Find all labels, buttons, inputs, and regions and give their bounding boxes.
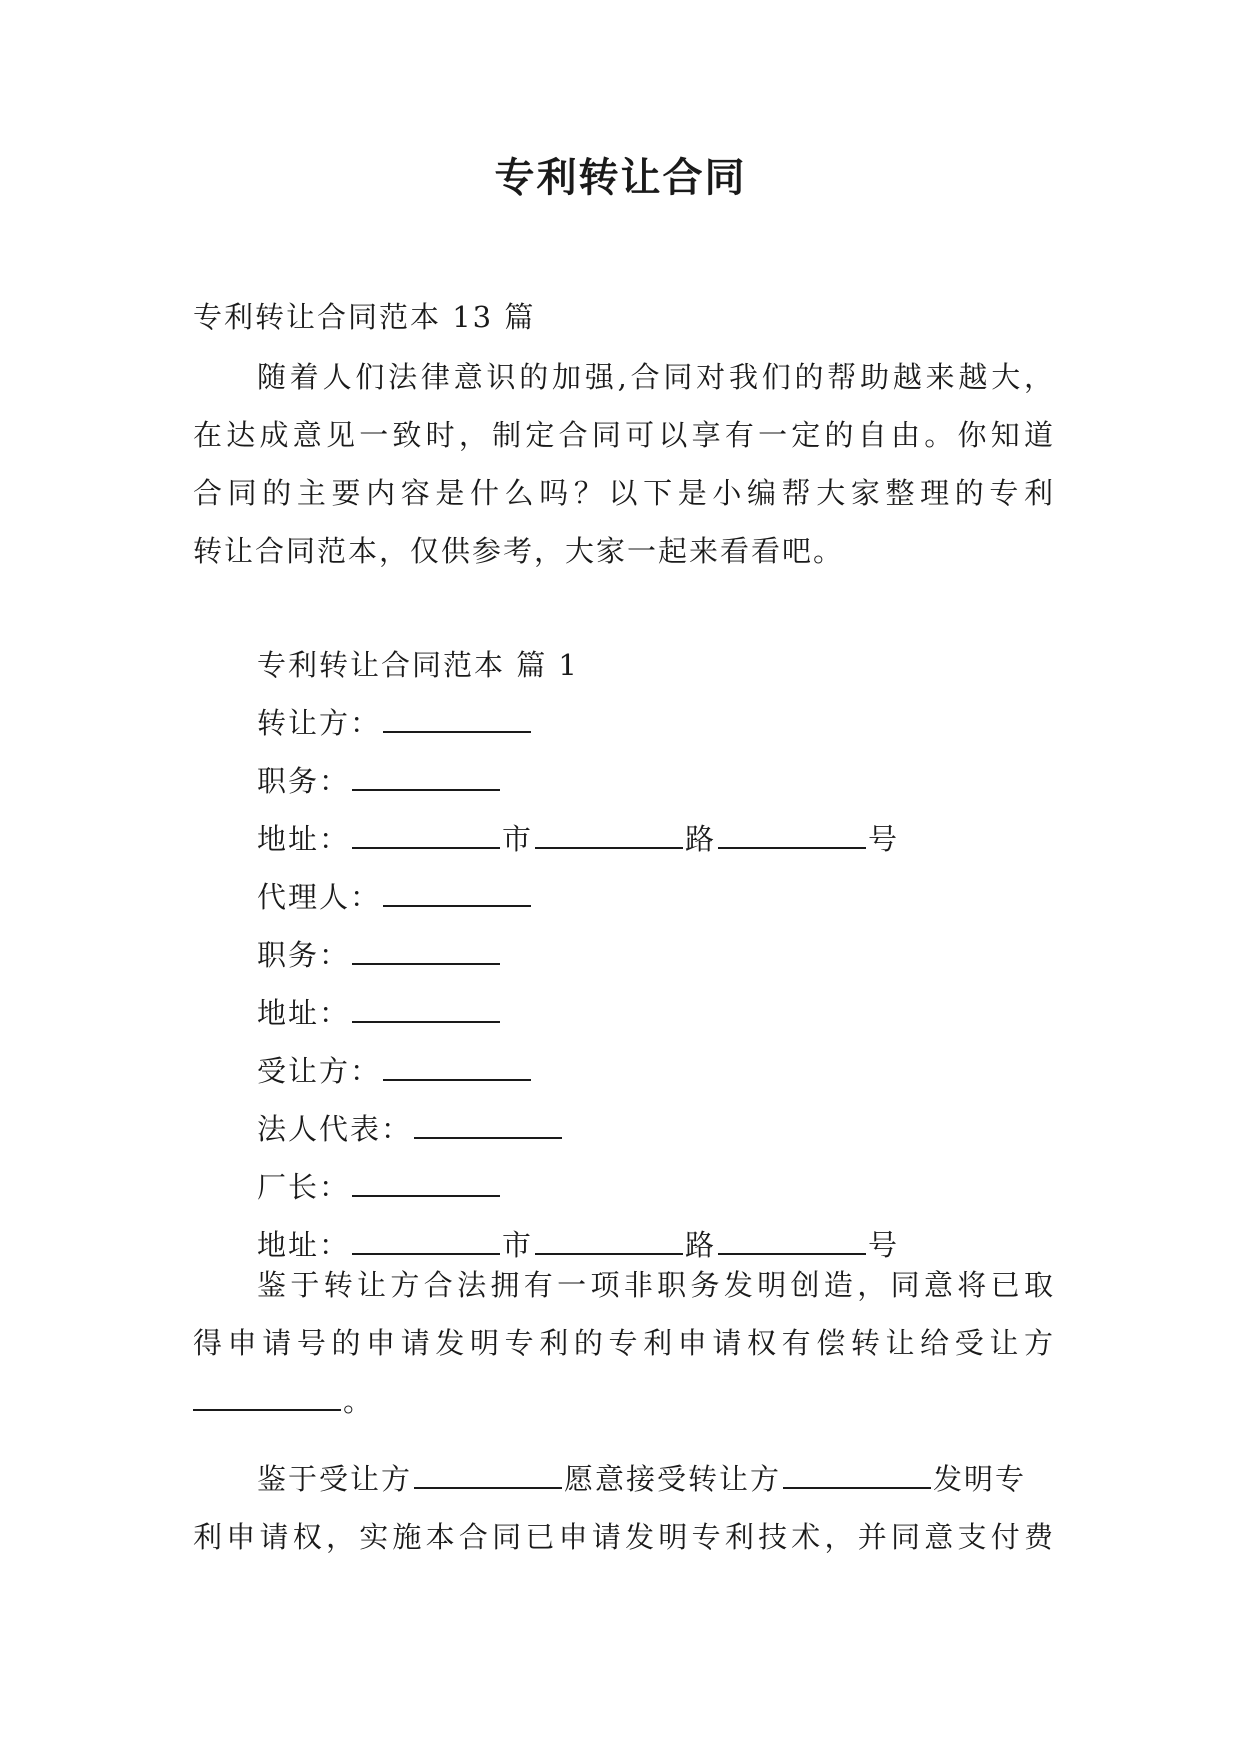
field-label: 职务： [257, 764, 351, 798]
document-title: 专利转让合同 [494, 155, 747, 201]
paragraph-line: 得申请号的申请发明专利的专利申请权有偿转让给受让方 [193, 1326, 1055, 1360]
field-label: 职务： [257, 938, 351, 972]
field-label: 转让方： [257, 706, 382, 740]
field-agent [193, 868, 1055, 926]
field-label: 地址： [257, 1228, 351, 1262]
blank-line [352, 991, 500, 1023]
blank-line [414, 1457, 562, 1489]
field-label: 受让方： [257, 1054, 382, 1088]
number-label: 号 [868, 1228, 900, 1262]
blank-line [535, 817, 683, 849]
recital-paragraph-1 [193, 1256, 1055, 1430]
city-label: 市 [502, 822, 534, 856]
section-heading: 专利转让合同范本 篇 1 [257, 648, 579, 682]
blank-line [352, 817, 500, 849]
blank-line [535, 1223, 683, 1255]
document-subtitle: 专利转让合同范本 13 篇 [193, 300, 536, 334]
field-label: 厂长： [257, 1170, 351, 1204]
road-label: 路 [685, 1228, 717, 1262]
blank-line [352, 1165, 500, 1197]
city-label: 市 [502, 1228, 534, 1262]
blank-line [383, 1049, 531, 1081]
field-position [193, 752, 1055, 810]
blank-line [352, 933, 500, 965]
intro-line: 在达成意见一致时，制定合同可以享有一定的自由。你知道 [193, 418, 1055, 452]
field-address [193, 810, 1055, 868]
paragraph-line: 鉴于转让方合法拥有一项非职务发明创造，同意将已取 [257, 1268, 1055, 1302]
blank-line [352, 1223, 500, 1255]
intro-line: 合同的主要内容是什么吗？以下是小编帮大家整理的专利 [193, 476, 1055, 510]
field-factory-head [193, 1158, 1055, 1216]
blank-line [783, 1457, 931, 1489]
intro-paragraph [193, 348, 1055, 580]
field-position [193, 926, 1055, 984]
blank-line [383, 875, 531, 907]
blank-line [718, 1223, 866, 1255]
blank-line [352, 759, 500, 791]
field-label: 法人代表： [257, 1112, 413, 1146]
paragraph-line [193, 1372, 1055, 1430]
field-address [193, 984, 1055, 1042]
road-label: 路 [685, 822, 717, 856]
field-transferor [193, 694, 1055, 752]
text-part: 发明专 [933, 1462, 1027, 1496]
field-legal-rep [193, 1100, 1055, 1158]
field-label: 地址： [257, 996, 351, 1030]
paragraph-line [193, 1450, 1055, 1508]
paragraph-line: 利申请权，实施本合同已申请发明专利技术，并同意支付费 [193, 1520, 1055, 1554]
blank-line [383, 701, 531, 733]
blank-line [414, 1107, 562, 1139]
field-label: 地址： [257, 822, 351, 856]
field-label: 代理人： [257, 880, 382, 914]
period: 。 [343, 1384, 375, 1418]
recital-paragraph-2 [193, 1450, 1055, 1566]
intro-line: 转让合同范本，仅供参考，大家一起来看看吧。 [193, 534, 845, 568]
text-part: 鉴于受让方 [257, 1462, 413, 1496]
text-part: 愿意接受转让方 [564, 1462, 782, 1496]
blank-line [193, 1379, 341, 1411]
number-label: 号 [868, 822, 900, 856]
field-transferee [193, 1042, 1055, 1100]
contract-fields [193, 636, 1055, 1274]
blank-line [718, 817, 866, 849]
intro-line: 随着人们法律意识的加强,合同对我们的帮助越来越大， [257, 360, 1055, 394]
